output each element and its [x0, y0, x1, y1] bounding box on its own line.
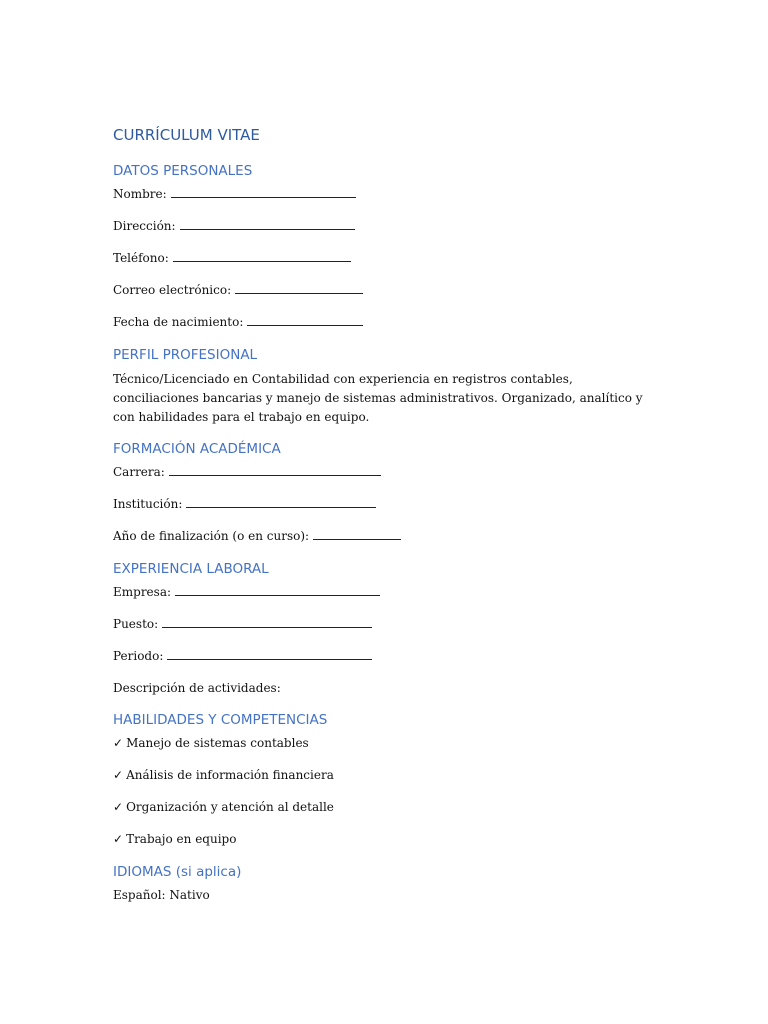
skill-label: Manejo de sistemas contables — [126, 736, 309, 750]
section-heading-personal: DATOS PERSONALES — [113, 163, 253, 179]
check-icon: ✓ — [113, 768, 124, 782]
blank-line — [247, 315, 363, 326]
profile-paragraph: Técnico/Licenciado en Contabilidad con experiencia en registros contables, conciliaciones bancarias y manejo de sistemas administrativos. Organizado, analítico y con habilidades para el trabajo en equipo. — [113, 372, 643, 424]
field-label: Puesto: — [113, 617, 159, 631]
skill-item — [113, 768, 334, 782]
field-fecha-nacimiento — [113, 315, 363, 329]
section-heading-languages: IDIOMAS (si aplica) — [113, 864, 242, 880]
blank-line — [186, 497, 376, 508]
blank-line — [162, 617, 372, 628]
blank-line — [167, 649, 372, 660]
blank-line — [235, 283, 363, 294]
field-label: Institución: — [113, 497, 183, 511]
blank-line — [169, 465, 381, 476]
blank-line — [175, 585, 380, 596]
field-empresa — [113, 585, 380, 599]
section-heading-skills: HABILIDADES Y COMPETENCIAS — [113, 712, 328, 728]
field-telefono — [113, 251, 351, 265]
blank-line — [173, 251, 351, 262]
field-label: Empresa: — [113, 585, 172, 599]
field-nombre — [113, 187, 356, 201]
blank-line — [180, 219, 355, 230]
check-icon: ✓ — [113, 832, 124, 846]
blank-line — [171, 187, 356, 198]
field-institucion — [113, 497, 376, 511]
section-heading-experience: EXPERIENCIA LABORAL — [113, 561, 269, 577]
field-label: Teléfono: — [113, 251, 169, 265]
field-label: Periodo: — [113, 649, 164, 663]
field-carrera — [113, 465, 381, 479]
blank-line — [313, 529, 401, 540]
field-direccion — [113, 219, 355, 233]
field-anio-finalizacion — [113, 529, 401, 543]
field-periodo — [113, 649, 372, 663]
section-heading-profile: PERFIL PROFESIONAL — [113, 347, 258, 363]
skill-item — [113, 736, 309, 750]
check-icon: ✓ — [113, 736, 124, 750]
skill-label: Trabajo en equipo — [126, 832, 237, 846]
field-label: Dirección: — [113, 219, 176, 233]
field-label: Fecha de nacimiento: — [113, 315, 244, 329]
skill-item — [113, 832, 236, 846]
skill-label: Análisis de información financiera — [126, 768, 334, 782]
check-icon: ✓ — [113, 800, 124, 814]
activities-label: Descripción de actividades: — [113, 681, 281, 695]
field-correo — [113, 283, 363, 297]
field-label: Año de finalización (o en curso): — [113, 529, 310, 543]
language-item: Español: Nativo — [113, 888, 210, 902]
field-label: Nombre: — [113, 187, 167, 201]
document-title: CURRÍCULUM VITAE — [113, 126, 260, 144]
skill-item — [113, 800, 334, 814]
field-label: Carrera: — [113, 465, 165, 479]
field-label: Correo electrónico: — [113, 283, 232, 297]
skill-label: Organización y atención al detalle — [126, 800, 334, 814]
field-puesto — [113, 617, 372, 631]
section-heading-education: FORMACIÓN ACADÉMICA — [113, 441, 281, 457]
